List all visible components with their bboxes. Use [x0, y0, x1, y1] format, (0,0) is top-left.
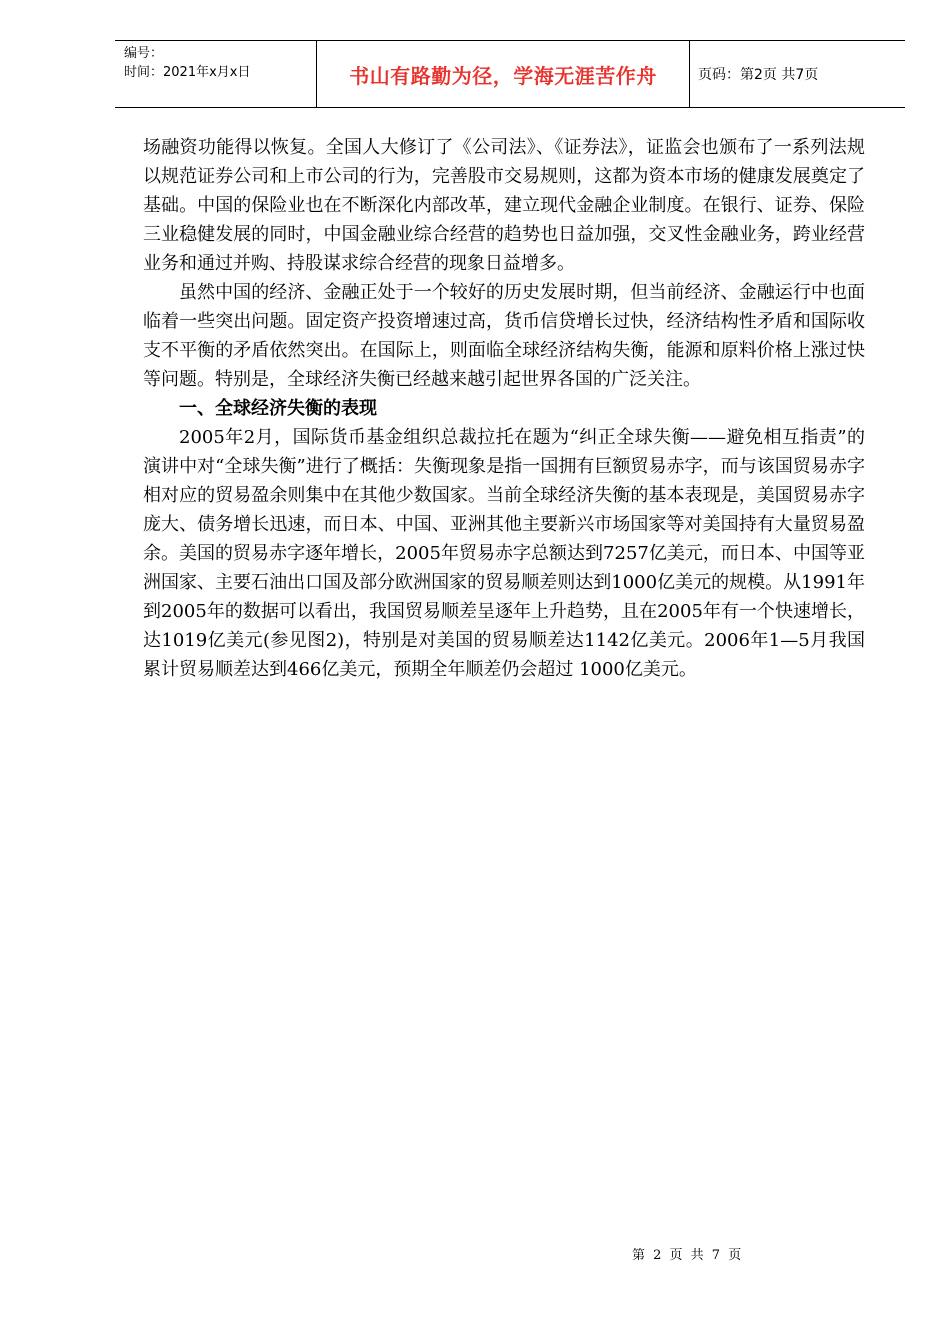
number-label: 编号：	[124, 46, 164, 61]
body-paragraph: 虽然中国的经济、金融正处于一个较好的历史发展时期，但当前经济、金融运行中也面临着一些突出问题。固定资产投资增速过高，货币信贷增长过快，经济结构性矛盾和国际收支不平衡的矛盾依然突出。在国际上，则面临全球经济结构失衡，能源和原料价格上涨过快等问题。特别是，全球经济失衡已经越来越引起世界各国的广泛关注。	[143, 282, 865, 390]
header-motto: 书山有路勤为径，学海无涯苦作舟	[316, 41, 690, 107]
section-heading: 一、全球经济失衡的表现	[179, 398, 377, 419]
time-label: 时间：2021年x月x日	[124, 65, 251, 80]
document-header	[115, 40, 905, 108]
document-body	[143, 133, 865, 684]
body-paragraph: 场融资功能得以恢复。全国人大修订了《公司法》、《证券法》，证监会也颁布了一系列法规以规范证券公司和上市公司的行为，完善股市交易规则，这都为资本市场的健康发展奠定了基础。中国的保险业也在不断深化内部改革，建立现代金融企业制度。在银行、证券、保险三业稳健发展的同时，中国金融业综合经营的趋势也日益加强，交叉性金融业务，跨业经营业务和通过并购、持股谋求综合经营的现象日益增多。	[143, 137, 865, 274]
header-page-info: 页码：第2页 共7页	[698, 67, 819, 83]
body-paragraph: 2005年2月，国际货币基金组织总裁拉托在题为“纠正全球失衡——避免相互指责”的演讲中对“全球失衡”进行了概括：失衡现象是指一国拥有巨额贸易赤字，而与该国贸易赤字相对应的贸易盈余则集中在其他少数国家。当前全球经济失衡的基本表现是，美国贸易赤字庞大、债务增长迅速，而日本、中国、亚洲其他主要新兴市场国家等对美国持有大量贸易盈余。美国的贸易赤字逐年增长，2005年贸易赤字总额达到7257亿美元，而日本、中国等亚洲国家、主要石油出口国及部分欧洲国家的贸易顺差则达到1000亿美元的规模。从1991年到2005年的数据可以看出，我国贸易顺差呈逐年上升趋势，且在2005年有一个快速增长，达1019亿美元(参见图2)，特别是对美国的贸易顺差达1142亿美元。2006年1—5月我国累计贸易顺差达到466亿美元，预期全年顺差仍会超过 1000亿美元。	[143, 427, 865, 680]
header-meta	[115, 41, 316, 107]
page-footer: 第 2 页 共 7 页	[632, 1248, 744, 1263]
